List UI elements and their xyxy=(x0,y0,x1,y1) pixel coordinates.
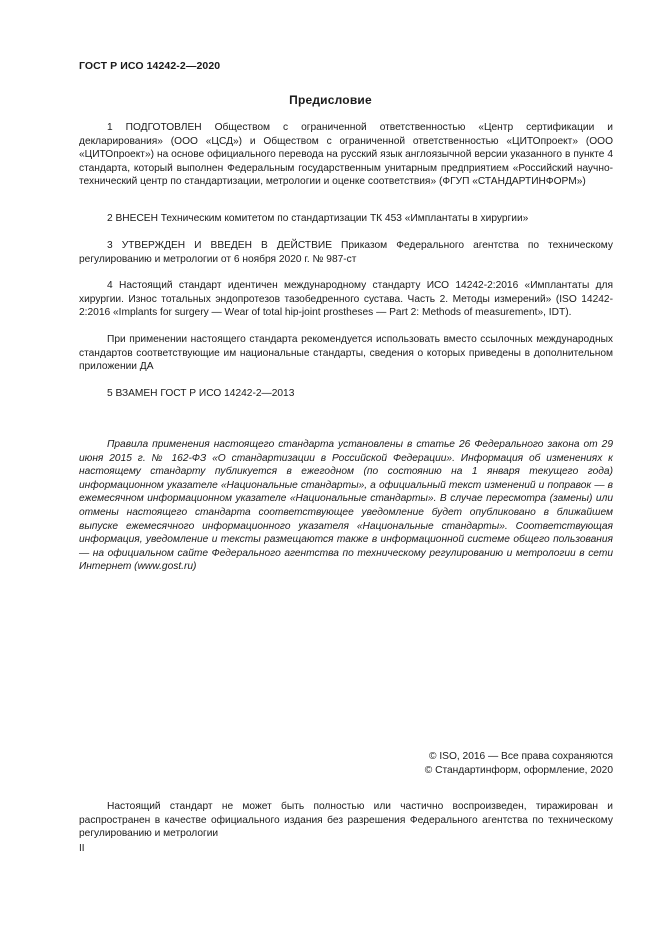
preface-item-5: 5 ВЗАМЕН ГОСТ Р ИСО 14242-2—2013 xyxy=(107,388,295,399)
preface-item-4-note: При применении настоящего стандарта рекомендуется использовать вместо ссылочных международных стандартов соответствующие им национальные стандарты, сведения о которых приведены в дополнительном приложении ДА xyxy=(79,334,613,372)
iso-copyright: © ISO, 2016 — Все права сохраняются xyxy=(429,751,613,762)
standard-header: ГОСТ Р ИСО 14242-2—2020 xyxy=(79,60,221,72)
application-rules-notice: Правила применения настоящего стандарта установлены в статье 26 Федерального закона от 29 июня 2015 г. № 162-ФЗ «О стандартизации в Российской Федерации». Информация об изменениях к настоящему стандарту публикуется в ежегодном (по состоянию на 1 января текущего года) информационном указателе «Национальные стандарты», а официальный текст изменений и поправок — в ежемесячном информационном указателе «Национальные стандарты». В случае пересмотра (замены) или отмены настоящего стандарта соответствующее уведомление будет опубликовано в ближайшем выпуске ежемесячного информационного указателя «Национальные стандарты». Соответствующая информация, уведомление и тексты размещаются также в информационной системе общего пользования — на официальном сайте Федерального агентства по техническому регулированию и метрологии в сети Интернет (www.gost.ru) xyxy=(79,439,613,573)
preface-item-1: 1 ПОДГОТОВЛЕН Обществом с ограниченной ответственностью «Центр сертификации и декларирования» (ООО «ЦСД») и Обществом с ограниченной ответственностью «ЦИТОпроект» (ООО «ЦИТОпроект») на основе официального перевода на русский язык англоязычной версии указанного в пункте 4 стандарта, который выполнен Федеральным государственным унитарным предприятием «Российский научно-технический центр по стандартизации, метрологии и оценке соответствия» (ФГУП «СТАНДАРТИНФОРМ») xyxy=(79,122,613,187)
page-number: II xyxy=(79,843,85,854)
reproduction-note: Настоящий стандарт не может быть полностью или частично воспроизведен, тиражирован и распространен в качестве официального издания без разрешения Федерального агентства по техническому регулированию и метрологии xyxy=(79,801,613,839)
preface-title: Предисловие xyxy=(289,93,372,107)
preface-item-2: 2 ВНЕСЕН Техническим комитетом по стандартизации ТК 453 «Имплантаты в хирургии» xyxy=(107,213,529,224)
preface-item-3: 3 УТВЕРЖДЕН И ВВЕДЕН В ДЕЙСТВИЕ Приказом Федерального агентства по техническому регулированию и метрологии от 6 ноября 2020 г. № 987-ст xyxy=(79,240,613,265)
preface-item-4: 4 Настоящий стандарт идентичен международному стандарту ИСО 14242-2:2016 «Имплантаты для хирургии. Износ тотальных эндопротезов тазобедренного сустава. Часть 2. Методы измерений» (ISO 14242-2:2016 «Implants for surgery — Wear of total hip-joint prostheses — Part 2: Methods of measurement», IDT). xyxy=(79,280,613,318)
publisher-copyright: © Стандартинформ, оформление, 2020 xyxy=(424,765,613,776)
